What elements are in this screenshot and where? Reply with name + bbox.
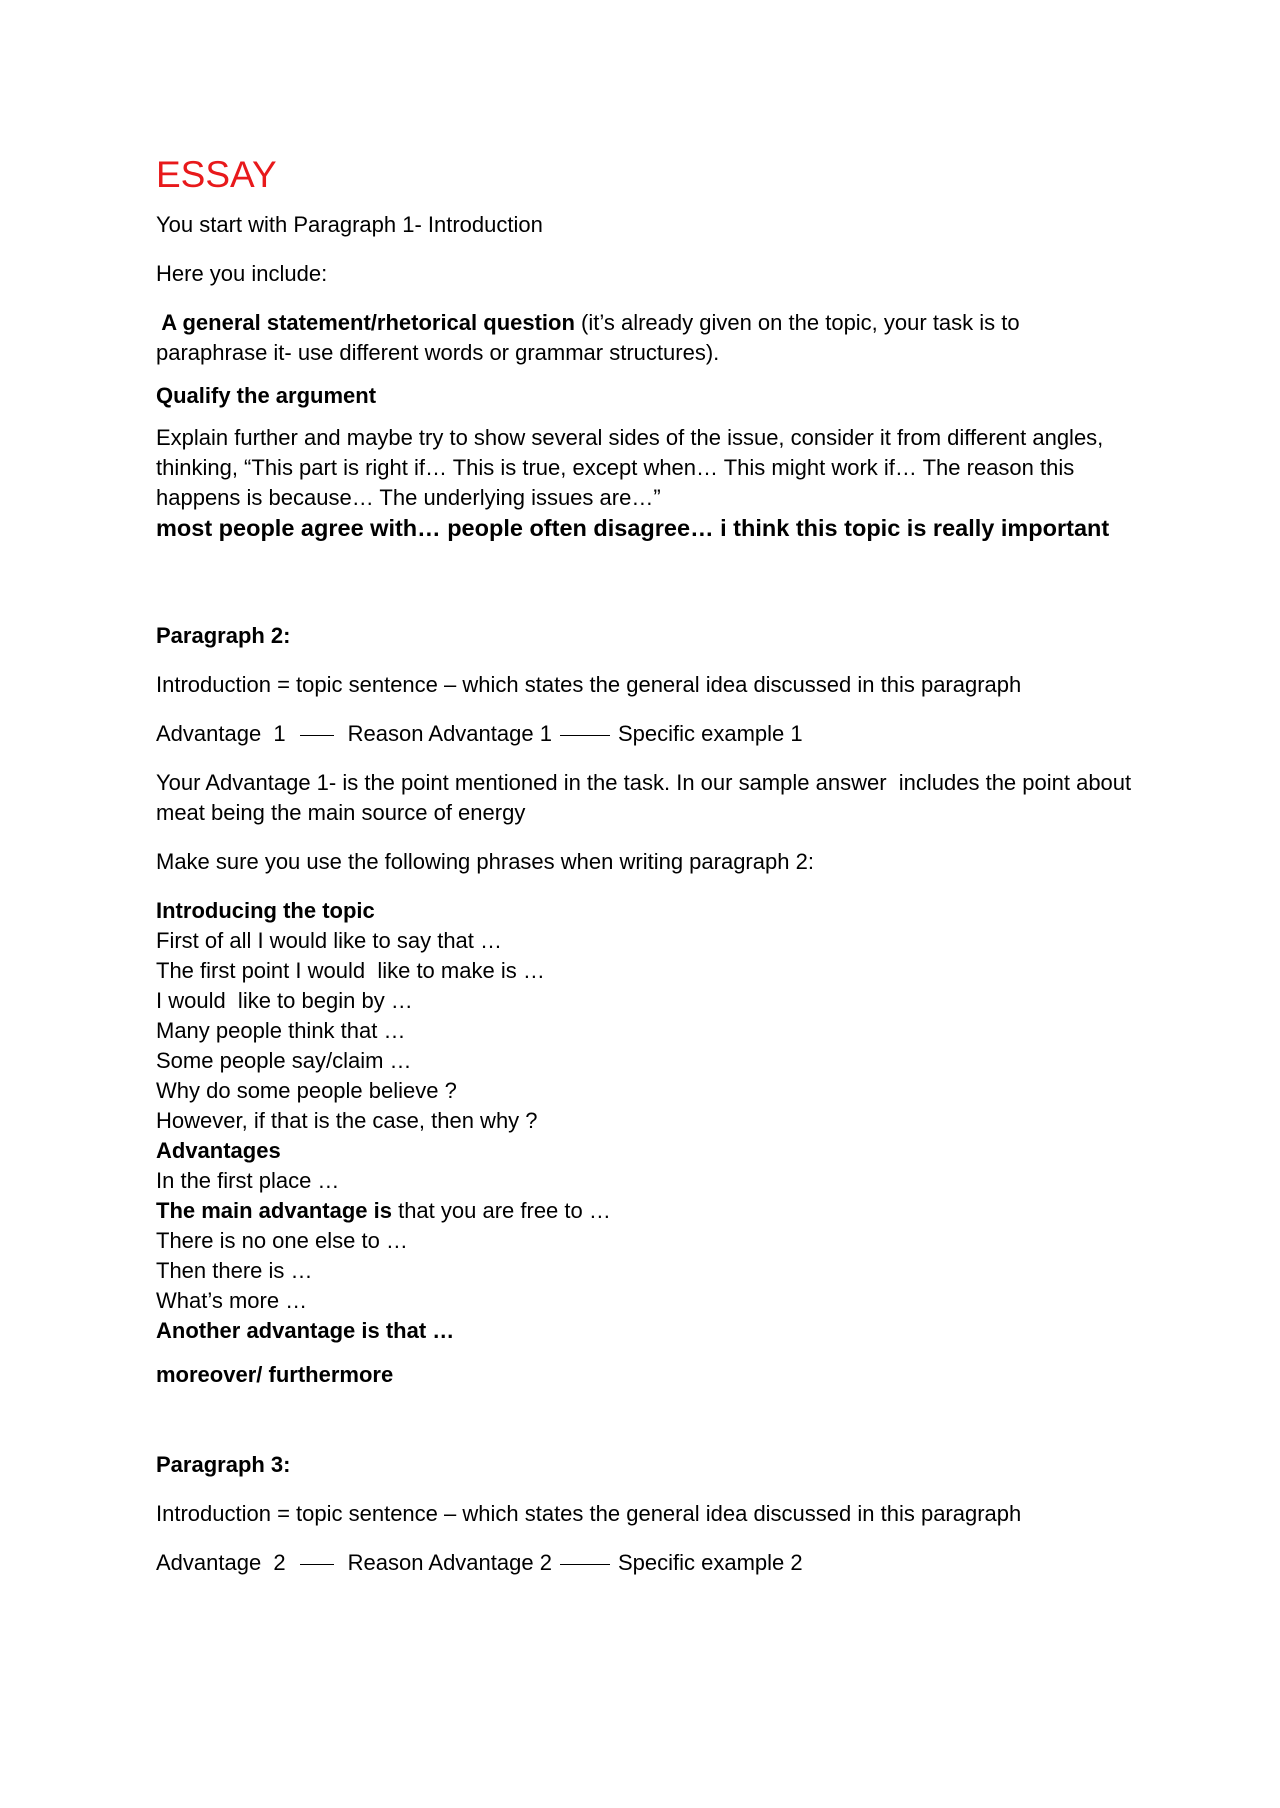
explain-paragraph: Explain further and maybe try to show several sides of the issue, consider it from different angles, thinking, “This part is right if… This is true, except when… This might work if… The reason this happens is because… The underlying issues are…” bbox=[156, 425, 1104, 510]
phrase-list bbox=[156, 896, 1136, 1346]
flow-dash bbox=[300, 1564, 334, 1565]
intro-line-2: Here you include: bbox=[156, 261, 328, 286]
list-item: First of all I would like to say that … bbox=[156, 928, 503, 953]
flow-example: Specific example 2 bbox=[617, 1550, 803, 1575]
introducing-heading: Introducing the topic bbox=[156, 898, 375, 923]
moreover-line: moreover/ furthermore bbox=[156, 1362, 394, 1387]
document-body bbox=[156, 150, 1136, 1597]
flow-advantage: Advantage 1 bbox=[156, 721, 286, 746]
paragraph2-intro: Introduction = topic sentence – which states the general idea discussed in this paragraph bbox=[156, 672, 1022, 697]
paragraph3-heading: Paragraph 3: bbox=[156, 1452, 291, 1477]
list-item: However, if that is the case, then why ? bbox=[156, 1108, 538, 1133]
list-item: Many people think that … bbox=[156, 1018, 406, 1043]
main-advantage-bold: The main advantage is bbox=[156, 1198, 392, 1223]
spacer bbox=[156, 1390, 1136, 1450]
flow-dash bbox=[560, 735, 610, 736]
general-statement-bold: A general statement/rhetorical question bbox=[156, 310, 575, 335]
flow-dash bbox=[300, 735, 334, 736]
list-item: Why do some people believe ? bbox=[156, 1078, 457, 1103]
advantages-heading: Advantages bbox=[156, 1138, 281, 1163]
bold-phrases: most people agree with… people often disagree… i think this topic is really important bbox=[156, 515, 1110, 541]
list-item: There is no one else to … bbox=[156, 1228, 408, 1253]
list-item: Then there is … bbox=[156, 1258, 313, 1283]
list-item: What’s more … bbox=[156, 1288, 308, 1313]
paragraph2-instruction: Make sure you use the following phrases when writing paragraph 2: bbox=[156, 849, 814, 874]
qualify-heading: Qualify the argument bbox=[156, 383, 377, 408]
list-item: The first point I would like to make is … bbox=[156, 958, 545, 983]
list-item: In the first place … bbox=[156, 1168, 340, 1193]
list-item: Some people say/claim … bbox=[156, 1048, 412, 1073]
paragraph2-heading: Paragraph 2: bbox=[156, 623, 291, 648]
flow-reason: Reason Advantage 2 bbox=[347, 1550, 552, 1575]
general-statement-paragraph bbox=[156, 308, 1136, 368]
spacer bbox=[156, 543, 1136, 621]
paragraph3-flow bbox=[156, 1548, 1136, 1578]
paragraph3-intro: Introduction = topic sentence – which states the general idea discussed in this paragraph bbox=[156, 1501, 1022, 1526]
paragraph2-flow bbox=[156, 719, 1136, 749]
general-statement-rest: (it’s already given on the topic, your task is to paraphrase it- use different words or grammar structures). bbox=[156, 310, 1020, 365]
another-advantage: Another advantage is that … bbox=[156, 1318, 455, 1343]
flow-advantage: Advantage 2 bbox=[156, 1550, 286, 1575]
list-item bbox=[156, 1196, 1136, 1226]
flow-reason: Reason Advantage 1 bbox=[347, 721, 552, 746]
list-item: I would like to begin by … bbox=[156, 988, 413, 1013]
document-title: ESSAY bbox=[156, 154, 277, 195]
flow-dash bbox=[560, 1564, 610, 1565]
intro-line-1: You start with Paragraph 1- Introduction bbox=[156, 212, 543, 237]
paragraph2-explanation: Your Advantage 1- is the point mentioned in the task. In our sample answer includes the point about meat being the main source of energy bbox=[156, 770, 1138, 825]
flow-example: Specific example 1 bbox=[617, 721, 803, 746]
main-advantage-rest: that you are free to … bbox=[391, 1198, 611, 1223]
